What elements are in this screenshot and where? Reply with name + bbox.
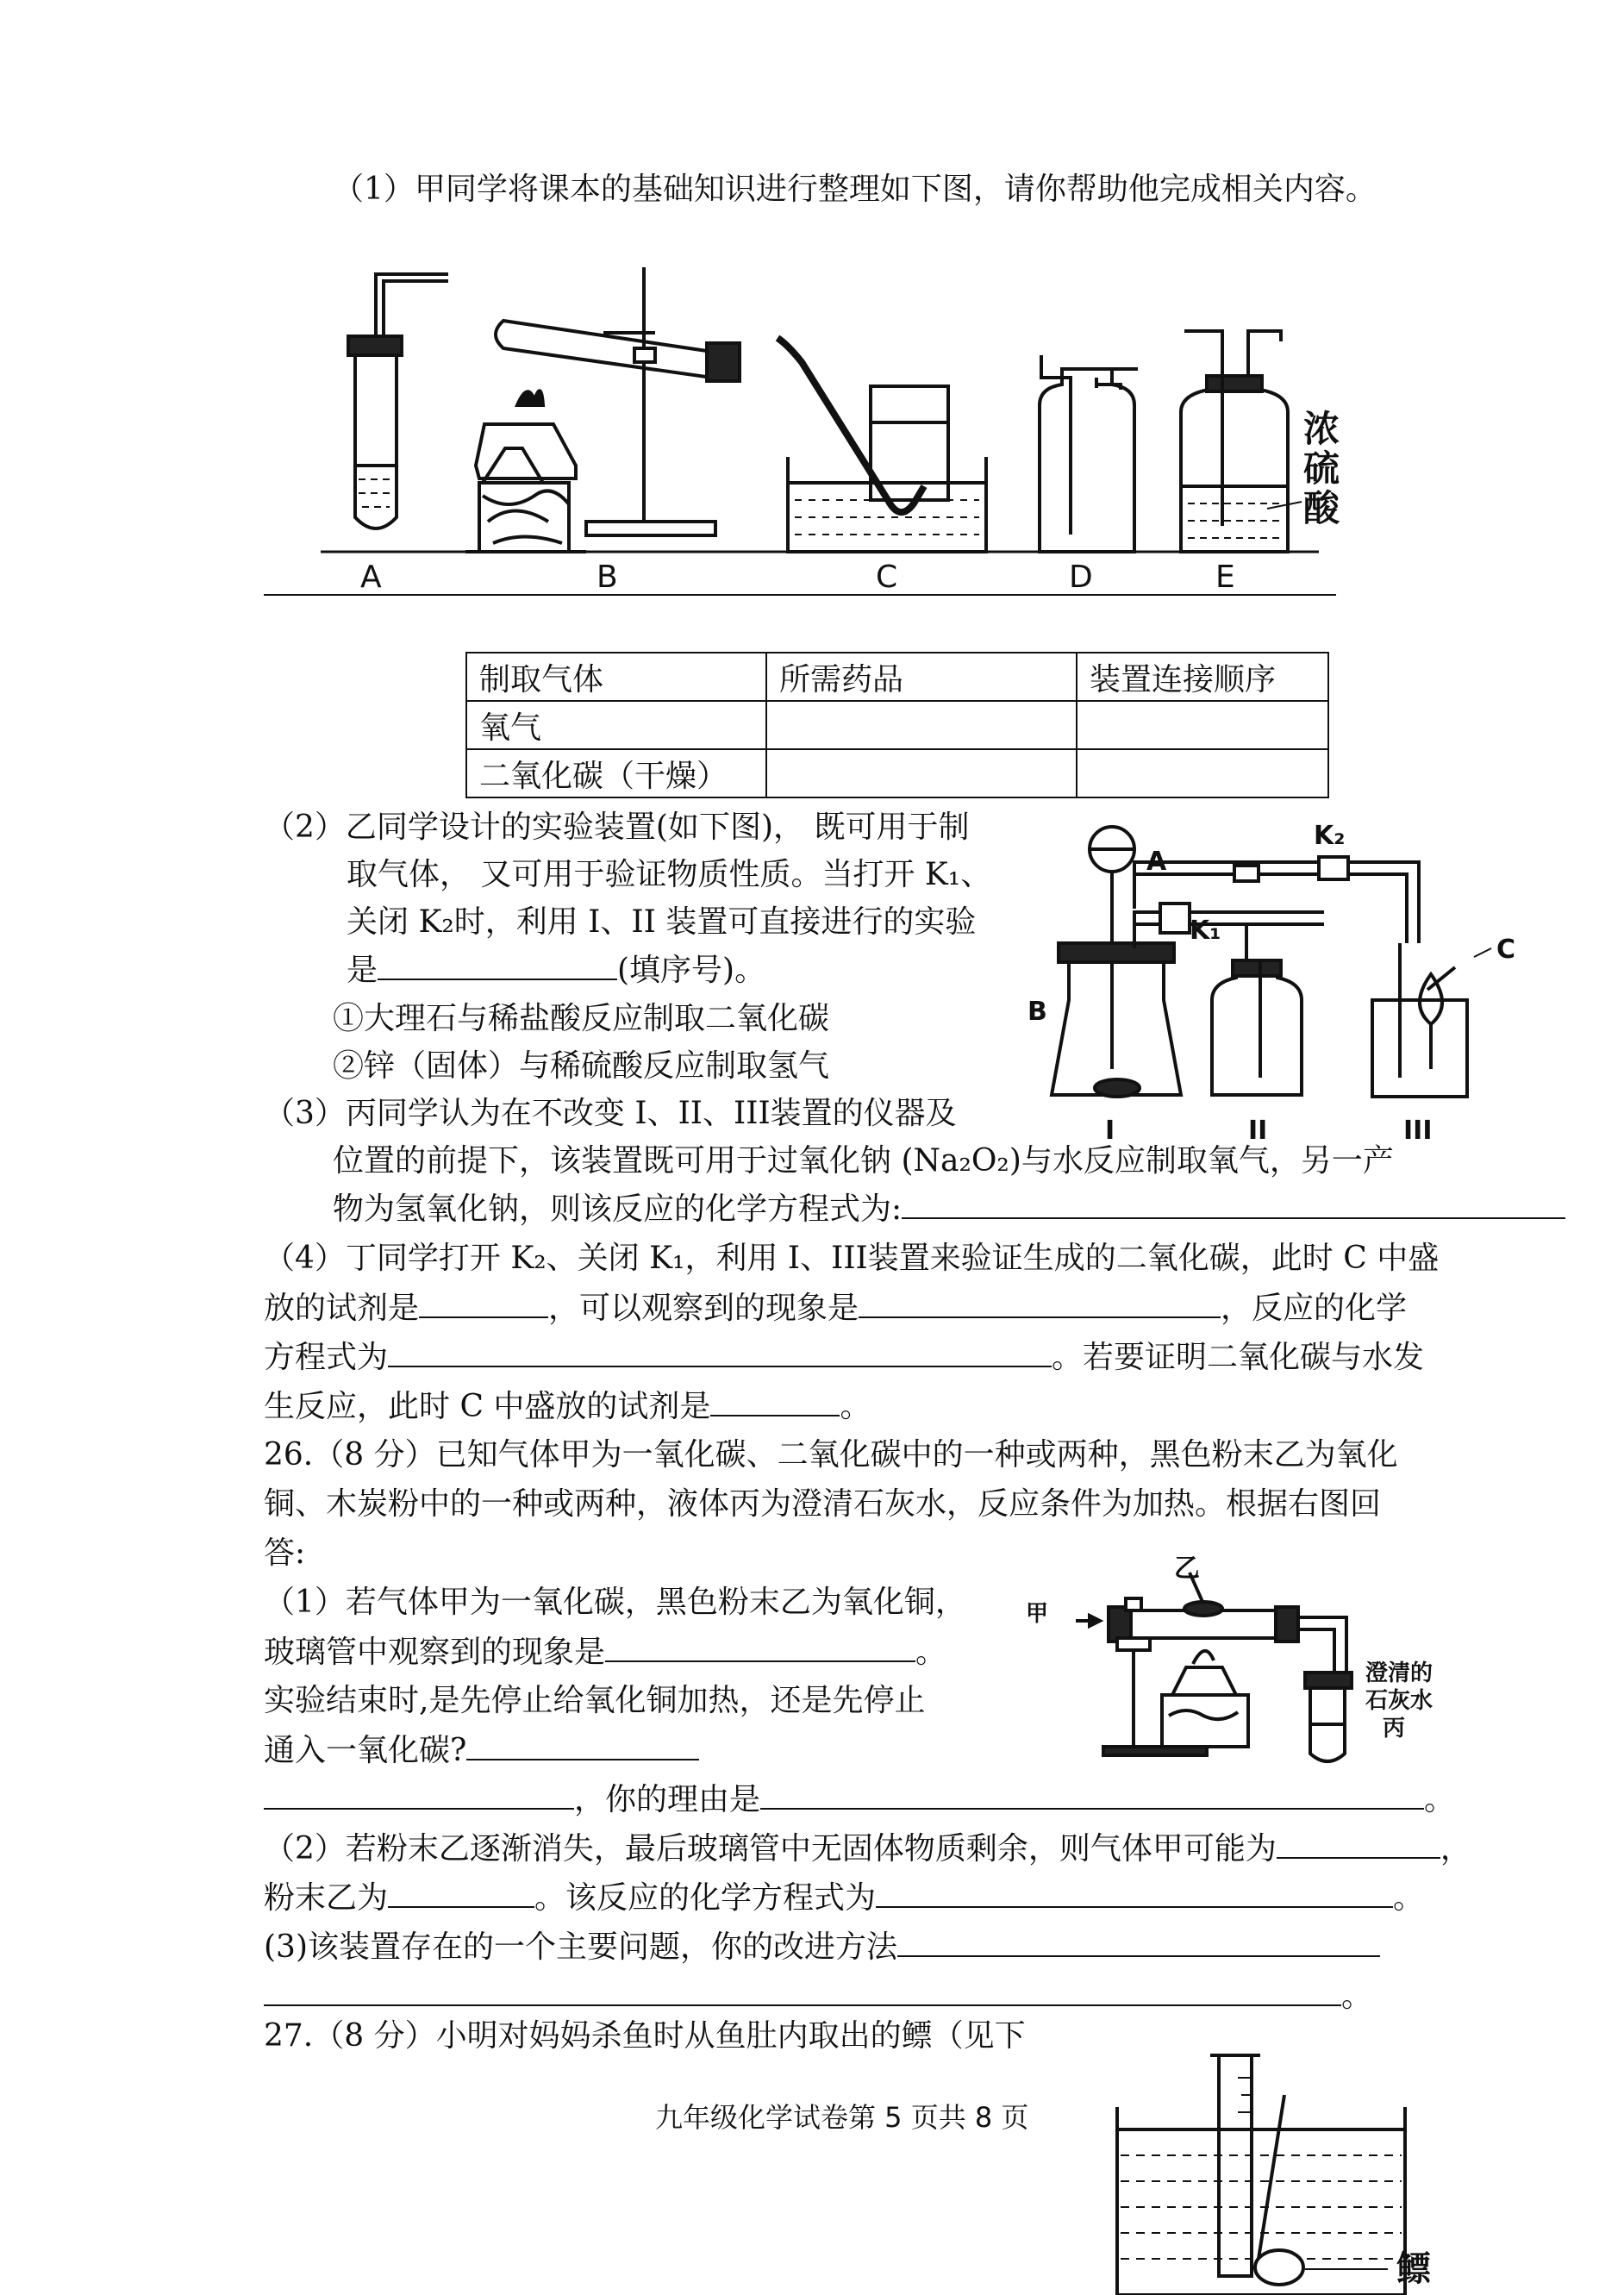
label-c: C [876, 560, 898, 595]
q26-part1-line2: 玻璃管中观察到的现象是 。 [264, 1635, 947, 1670]
q25-part2-line3: 关闭 K₂时，利用 I、II 装置可直接进行的实验 [347, 904, 977, 940]
fig2-label-i: I [1105, 1116, 1115, 1146]
q25-part3-line2: 位置的前提下，该装置既可用于过氧化钠 (Na₂O₂)与水反应制取氧气，另一产 [333, 1143, 1394, 1179]
q25-option-2: ②锌（固体）与稀硫酸反应制取氢气 [333, 1048, 830, 1084]
q26-part2-line1: （2）若粉末乙逐渐消失，最后玻璃管中无固体物质剩余，则气体甲可能为 ， [264, 1831, 1471, 1867]
fig3-label-jia: 甲 [1026, 1601, 1049, 1627]
q26-part3-line2: 。 [264, 1979, 1372, 2014]
page-footer: 九年级化学试卷第 5 页共 8 页 [655, 2101, 1029, 2134]
q27-stem: 27.（8 分）小明对妈妈杀鱼时从鱼肚内取出的鳔（见下 [264, 2018, 1026, 2054]
q25-part3-line1: （3）丙同学认为在不改变 I、II、III装置的仪器及 [264, 1096, 957, 1131]
fig2-label-a: A [1146, 847, 1167, 877]
fig2-label-k1: K₁ [1190, 916, 1221, 946]
q26-part1-line3: 实验结束时,是先停止给氧化铜加热，还是先停止 [264, 1683, 926, 1718]
fig2-label-iii: III [1403, 1116, 1433, 1146]
label-a: A [360, 560, 382, 595]
fig3-label-bing: 丙 [1383, 1716, 1406, 1742]
fig3-label-lime2: 石灰水 [1365, 1688, 1433, 1714]
q25-part4-line4: 生反应，此时 C 中盛放的试剂是 。 [264, 1389, 871, 1424]
q25-part4-line2: 放的试剂是 ，可以观察到的现象是 ，反应的化学 [264, 1291, 1408, 1326]
q26-stem-line1: 26.（8 分）已知气体甲为一氧化碳、二氧化碳中的一种或两种，黑色粉末乙为氧化 [264, 1437, 1398, 1473]
q26-part2-line2: 粉末乙为 。该反应的化学方程式为 。 [264, 1880, 1425, 1916]
fig2-label-b: B [1027, 997, 1047, 1027]
q25-part2-line1: （2）乙同学设计的实验装置(如下图)， 既可用于制 [264, 810, 970, 845]
q25-part1-text: （1）甲同学将课本的基础知识进行整理如下图，请你帮助他完成相关内容。 [333, 172, 1377, 207]
q26-part1-line4: 通入一氧化碳? [264, 1733, 699, 1768]
q25-part4-line3: 方程式为 。若要证明二氧化碳与水发 [264, 1340, 1425, 1375]
fig2-label-ii: II [1248, 1116, 1268, 1146]
label-e: E [1215, 560, 1235, 595]
q25-part3-line3: 物为氢氧化钠，则该反应的化学方程式为: [333, 1191, 1565, 1227]
fig3-label-yi: 乙 [1174, 1554, 1200, 1584]
fig2-label-c: C [1496, 935, 1516, 965]
acid-label-3: 酸 [1303, 487, 1340, 529]
fig3-label-lime1: 澄清的 [1365, 1660, 1433, 1686]
table-cell-co2: 二氧化碳（干燥） [466, 749, 766, 797]
q25-part4-line1: （4）丁同学打开 K₂、关闭 K₁，利用 I、III装置来验证生成的二氧化碳，此时 C 中盛 [264, 1241, 1440, 1276]
q26-stem-line3: 答: [264, 1535, 306, 1571]
table-header-gas: 制取气体 [466, 653, 766, 701]
table-header-reagents: 所需药品 [766, 653, 1077, 701]
acid-label-1: 浓 [1303, 408, 1340, 450]
fig4-label-bladder: 鳔 [1396, 2249, 1431, 2289]
q26-part3-line1: (3)该装置存在的一个主要问题，你的改进方法 [264, 1929, 1380, 1965]
label-b: B [597, 560, 618, 595]
q26-part1-line5: ，你的理由是 。 [264, 1782, 1455, 1817]
q26-stem-line2: 铜、木炭粉中的一种或两种，液体丙为澄清石灰水，反应条件为加热。根据右图回 [264, 1486, 1382, 1522]
label-d: D [1069, 560, 1093, 595]
q25-option-1: ①大理石与稀盐酸反应制取二氧化碳 [333, 1001, 830, 1036]
q25-part2-line4: 是 (填序号)。 [347, 953, 766, 988]
fig2-label-k2: K₂ [1314, 821, 1346, 851]
table-cell-oxygen: 氧气 [466, 701, 766, 749]
q25-part2-line2: 取气体， 又可用于验证物质性质。当打开 K₁、 [347, 857, 992, 892]
acid-label-2: 硫 [1303, 447, 1340, 490]
q26-part1-line1: （1）若气体甲为一氧化碳，黑色粉末乙为氧化铜， [264, 1585, 966, 1620]
table-header-order: 装置连接顺序 [1077, 653, 1328, 701]
